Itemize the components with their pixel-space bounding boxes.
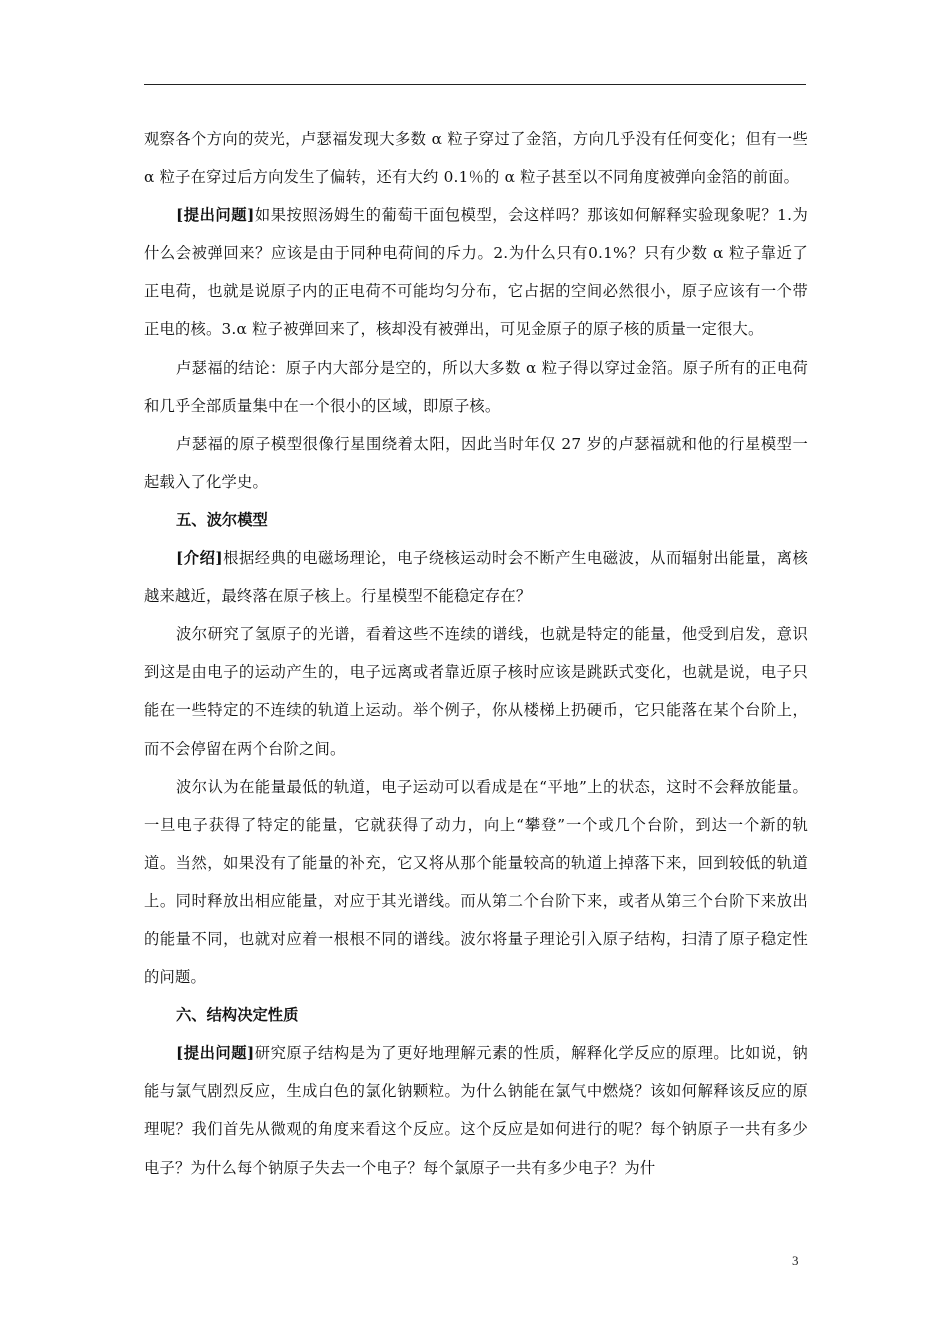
paragraph-raise-question-1 <box>144 196 808 348</box>
paragraph-text: 卢瑟福的原子模型很像行星围绕着太阳，因此当时年仅 27 岁的卢瑟福就和他的行星模型一起载入了化学史。 <box>144 434 808 491</box>
paragraph-tag: [介绍] <box>176 549 223 568</box>
paragraph-text: 波尔研究了氢原子的光谱，看着这些不连续的谱线，也就是特定的能量，他受到启发，意识到这是由电子的运动产生的，电子远离或者靠近原子核时应该是跳跃式变化，也就是说，电子只能在一些特定的不连续的轨道上运动。举个例子，你从楼梯上扔硬币，它只能落在某个台阶上，而不会停留在两个台阶之间。 <box>144 625 808 758</box>
header-rule <box>144 84 806 85</box>
paragraph-tag: [提出问题] <box>176 206 255 225</box>
section-heading-bohr-model: 五、波尔模型 <box>176 510 268 529</box>
paragraph-text: 卢瑟福的结论：原子内大部分是空的，所以大多数 α 粒子得以穿过金箔。原子所有的正电荷和几乎全部质量集中在一个很小的区域，即原子核。 <box>144 358 808 415</box>
document-body <box>144 120 808 1187</box>
page-number: 3 <box>792 1253 799 1268</box>
paragraph-introduction <box>144 539 808 615</box>
paragraph-planetary-model <box>144 425 808 501</box>
paragraph-bohr-energy-levels <box>144 768 808 997</box>
paragraph-text: 波尔认为在能量最低的轨道，电子运动可以看成是在“平地”上的状态，这时不会释放能量。一旦电子获得了特定的能量，它就获得了动力，向上“攀登”一个或几个台阶，到达一个新的轨道。当然，如果没有了能量的补充，它又将从那个能量较高的轨道上掉落下来，回到较低的轨道上。同时释放出相应能量，对应于其光谱线。而从第二个台阶下来，或者从第三个台阶下来放出的能量不同，也就对应着一根根不同的谱线。波尔将量子理论引入原子结构，扫清了原子稳定性的问题。 <box>144 777 808 987</box>
paragraph-rutherford-observation <box>144 120 808 196</box>
paragraph-text: 观察各个方向的荧光，卢瑟福发现大多数 α 粒子穿过了金箔，方向几乎没有任何变化；但有一些 α 粒子在穿过后方向发生了偏转，还有大约 0.1％的 α 粒子甚至以不同角度被弹向金箔的前面。 <box>144 130 808 187</box>
paragraph-text: 根据经典的电磁场理论，电子绕核运动时会不断产生电磁波，从而辐射出能量，离核越来越近，最终落在原子核上。行星模型不能稳定存在？ <box>144 549 808 606</box>
paragraph-tag: [提出问题] <box>176 1044 255 1063</box>
section-heading-structure-properties: 六、结构决定性质 <box>176 1006 299 1025</box>
paragraph-text: 研究原子结构是为了更好地理解元素的性质，解释化学反应的原理。比如说，钠能与氯气剧烈反应，生成白色的氯化钠颗粒。为什么钠能在氯气中燃烧？该如何解释该反应的原理呢？我们首先从微观的角度来看这个反应。这个反应是如何进行的呢？每个钠原子一共有多少电子？为什么每个钠原子失去一个电子？每个氯原子一共有多少电子？为什 <box>144 1044 808 1177</box>
paragraph-raise-question-2 <box>144 1034 808 1186</box>
paragraph-text: 如果按照汤姆生的葡萄干面包模型，会这样吗？那该如何解释实验现象呢？1.为什么会被弹回来？应该是由于同种电荷间的斥力。2.为什么只有0.1%？只有少数 α 粒子靠近了正电荷，也就是说原子内的正电荷不可能均匀分布，它占据的空间必然很小，原子应该有一个带正电的核。3.α 粒子被弹回来了，核却没有被弹出，可见金原子的原子核的质量一定很大。 <box>144 206 809 339</box>
paragraph-bohr-spectrum <box>144 615 808 767</box>
paragraph-rutherford-conclusion <box>144 349 808 425</box>
